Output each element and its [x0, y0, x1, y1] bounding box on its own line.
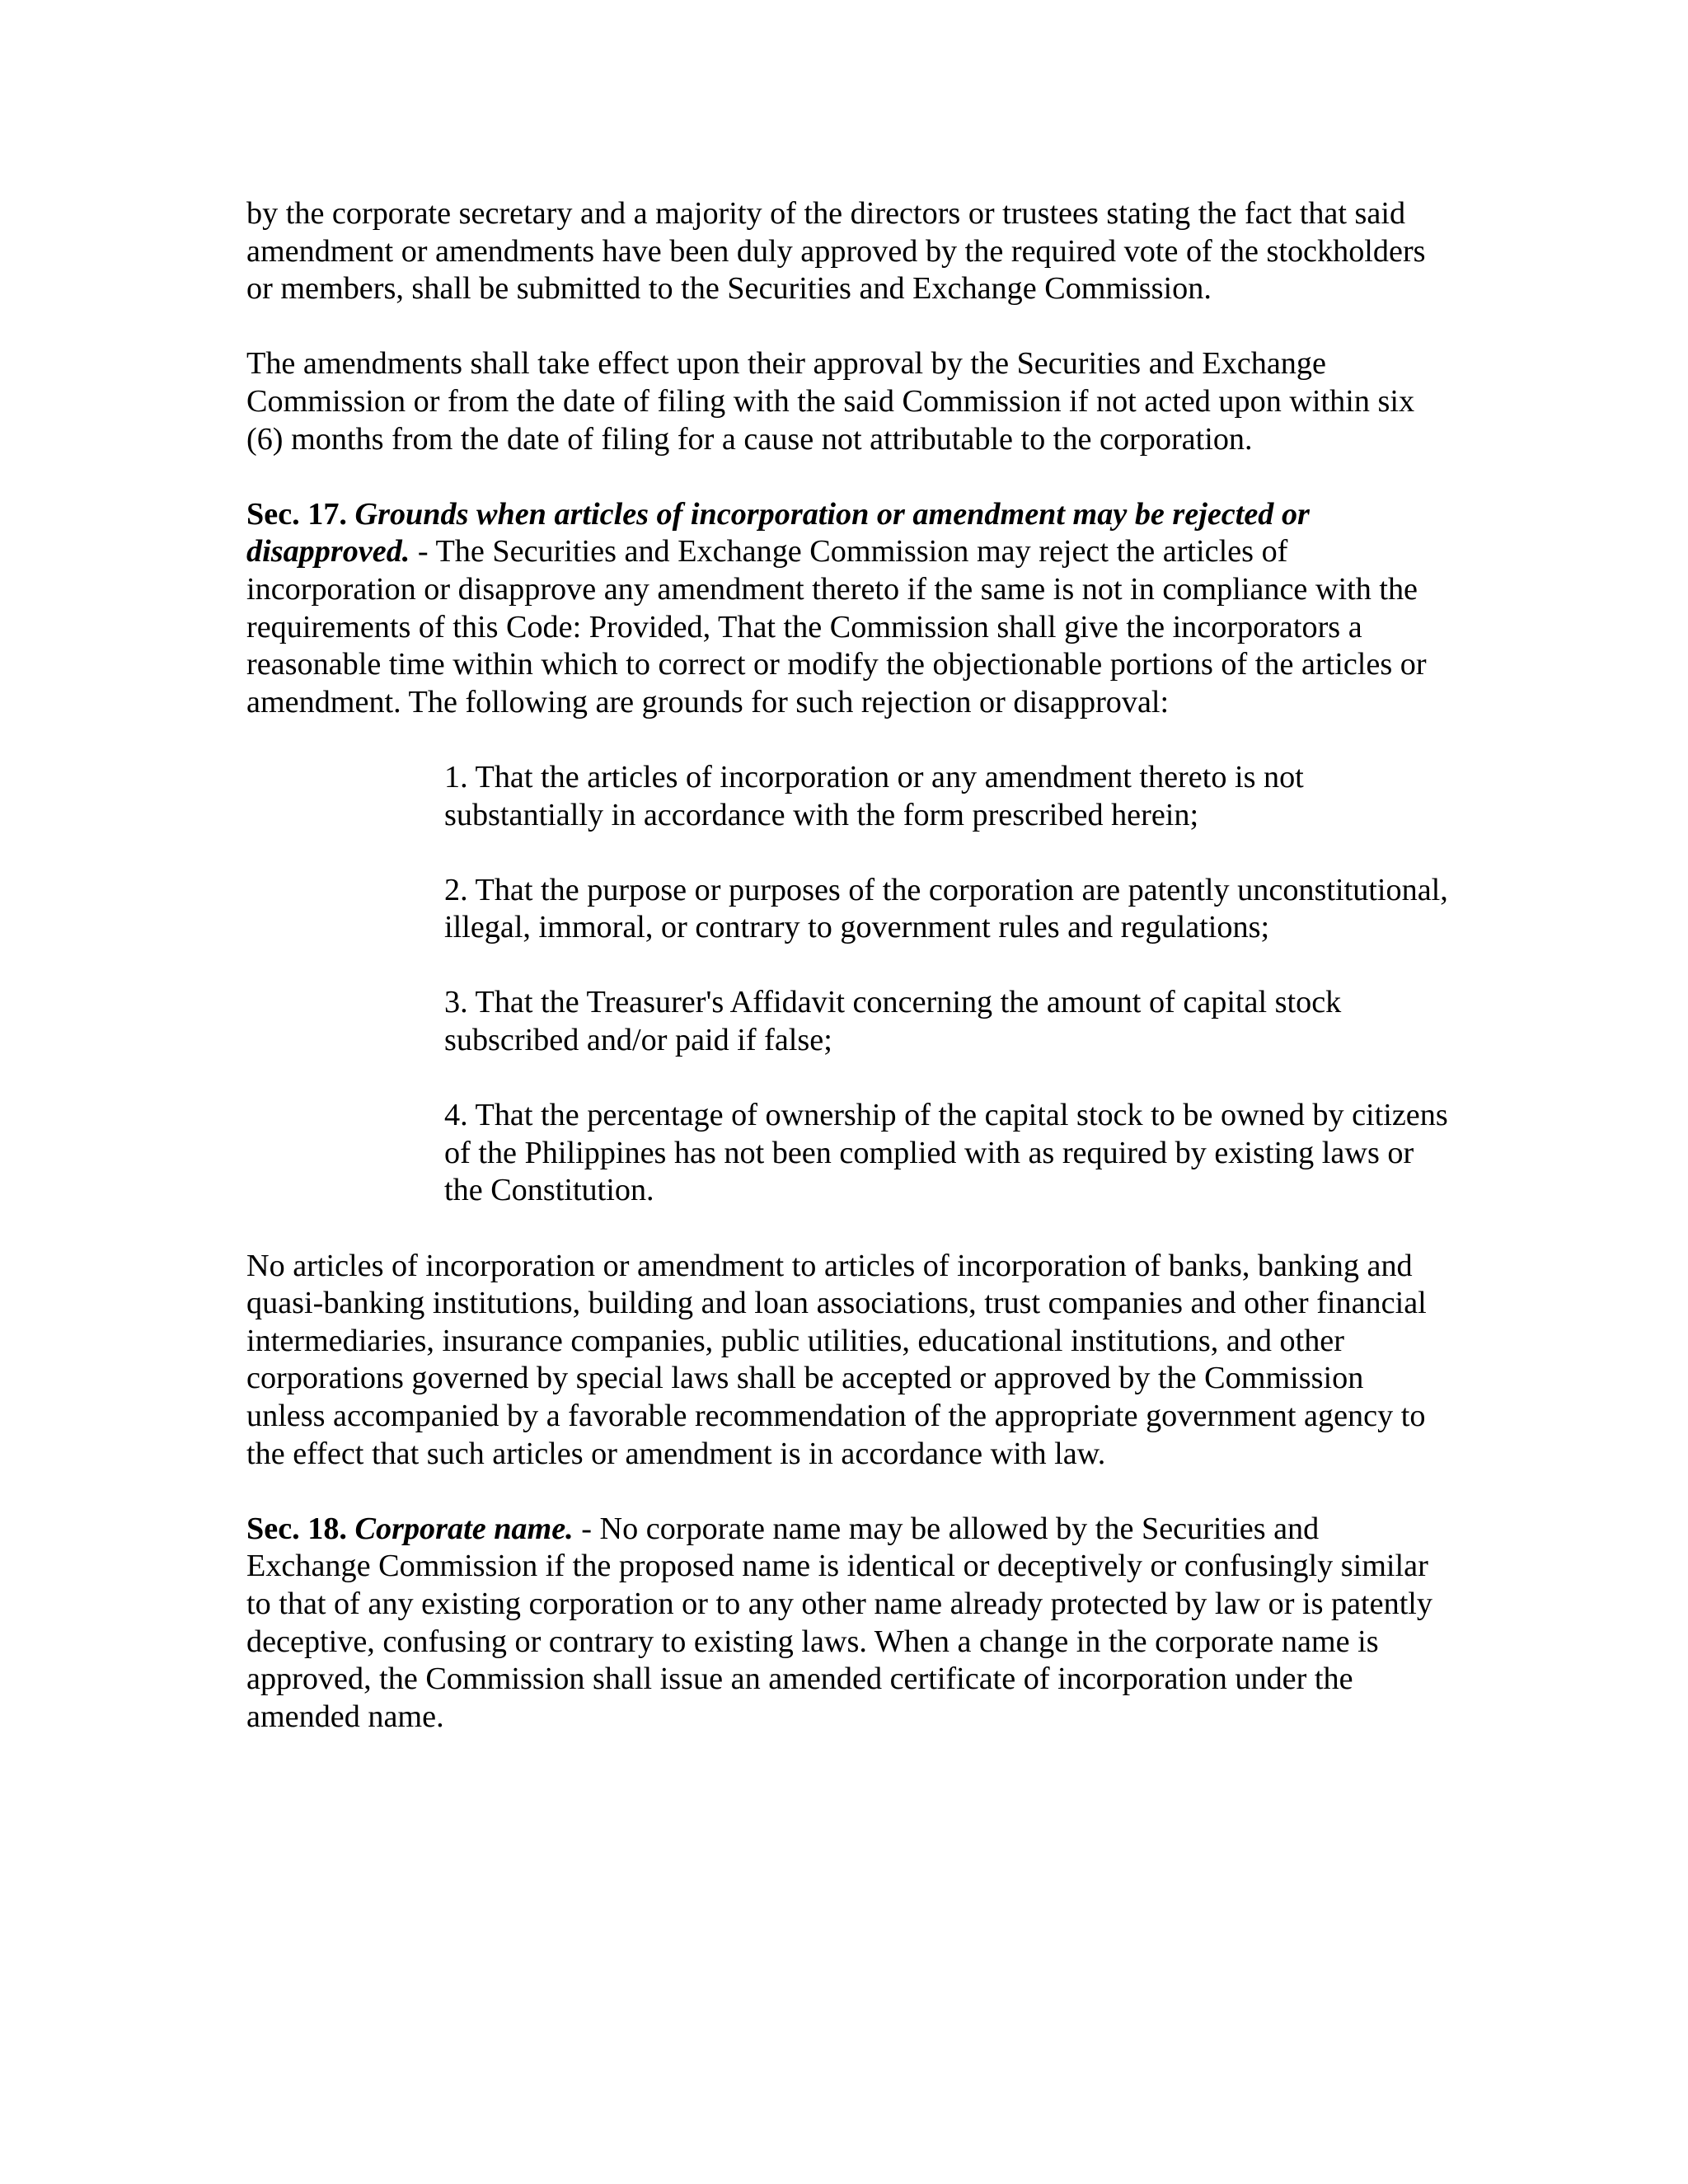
ground-item-4: 4. That the percentage of ownership of the capital stock to be owned by citizens of the Philippines has not been complied with as required by existing laws or the Constitution.: [444, 1098, 1448, 1208]
section-17-closing: No articles of incorporation or amendment to articles of incorporation of banks, banking and quasi-banking institutions, building and loan associations, trust companies and other financial intermediaries, insurance companies, public utilities, educational institutions, and other corporations governed by special laws shall be accepted or approved by the Commission unless accompanied by a favorable recommendation of the appropriate government agency to the effect that such articles or amendment is in accordance with law.: [246, 1248, 1427, 1471]
ground-item-1: 1. That the articles of incorporation or any amendment thereto is not substantially in accordance with the form prescribed herein;: [444, 759, 1304, 832]
grounds-list: [444, 759, 1450, 1210]
paragraph-amendment-certificate: by the corporate secretary and a majority of the directors or trustees stating the fact that said amendment or amendments have been duly approved by the required vote of the stockholders or members, shall be submitted to the Securities and Exchange Commission.: [246, 196, 1426, 307]
ground-item-3: 3. That the Treasurer's Affidavit concerning the amount of capital stock subscribed and/or paid if false;: [444, 985, 1342, 1058]
section-18-title: Corporate name.: [354, 1511, 574, 1546]
section-17-number: Sec. 17.: [246, 496, 347, 532]
section-18-number: Sec. 18.: [246, 1511, 347, 1546]
section-17-body: - The Securities and Exchange Commission may reject the articles of incorporation or disapprove any amendment thereto if the same is not in compliance with the requirements of this Code: Provided, That the Commission shall give the incorporators a reasonable time within which to correct or modify the objectionable portions of the articles or amendment. The following are grounds for such rejection or disapproval:: [246, 534, 1427, 719]
section-18: [246, 1511, 1450, 1736]
section-17-intro: [246, 496, 1450, 722]
ground-item-2: 2. That the purpose or purposes of the corporation are patently unconstitutional, illegal, immoral, or contrary to government rules and regulations;: [444, 872, 1448, 945]
section-17-title: Grounds when articles of incorporation or amendment may be rejected or disapproved.: [246, 496, 1310, 569]
section-18-body: - No corporate name may be allowed by the Securities and Exchange Commission if the proposed name is identical or deceptively or confusingly similar to that of any existing corporation or to any other name already protected by law or is patently deceptive, confusing or contrary to existing laws. When a change in the corporate name is approved, the Commission shall issue an amended certificate of incorporation under the amended name.: [246, 1511, 1433, 1734]
document-page: [246, 195, 1450, 1774]
paragraph-amendment-effectivity: The amendments shall take effect upon their approval by the Securities and Exchange Commission or from the date of filing with the said Commission if not acted upon within six (6) months from the date of filing for a cause not attributable to the corporation.: [246, 346, 1415, 457]
